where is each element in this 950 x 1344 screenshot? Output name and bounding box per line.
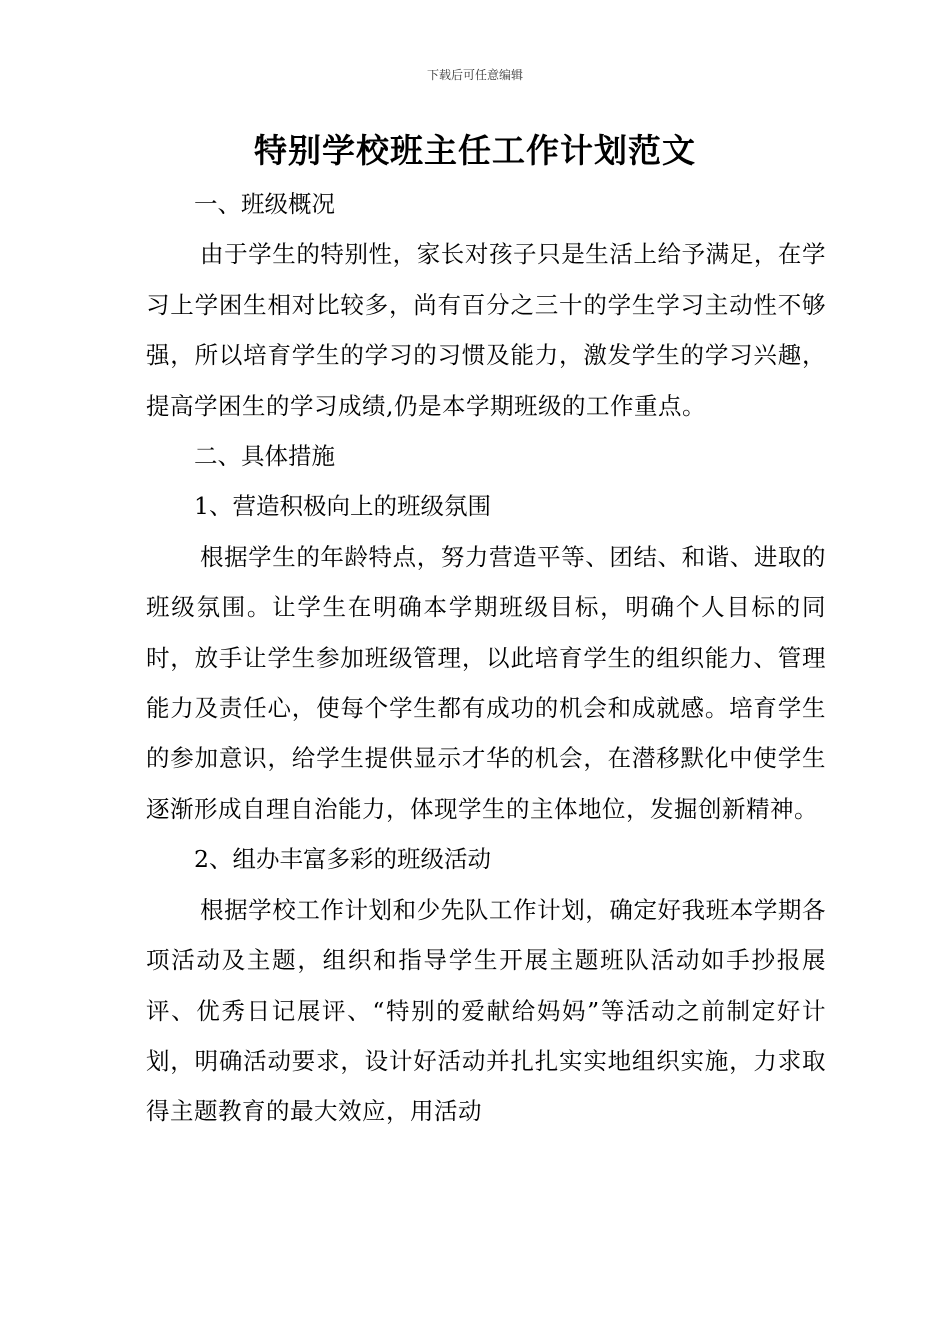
header-note: 下载后可任意编辑 xyxy=(426,68,523,82)
subsection-heading-activities: 2、组办丰富多彩的班级活动 xyxy=(194,845,491,874)
section-heading-class-overview: 一、班级概况 xyxy=(194,190,335,218)
paragraph-atmosphere: 根据学生的年龄特点，努力营造平等、团结、和谐、进取的班级氛围。让学生在明确本学期班级目标，明确个人目标的同时，放手让学生参加班级管理，以此培育学生的组织能力、管理能力及责任心，使每个学生都有成功的机会和成就感。培育学生的参加意识，给学生提供显示才华的机会，在潜移默化中使学生逐渐形成自理自治能力，体现学生的主体地位，发掘创新精神。 xyxy=(146,542,826,823)
document-body xyxy=(146,179,826,1137)
subsection-heading-atmosphere: 1、营造积极向上的班级氛围 xyxy=(194,492,491,521)
paragraph-activities: 根据学校工作计划和少先队工作计划，确定好我班本学期各项活动及主题，组织和指导学生开展主题班队活动如手抄报展评、优秀日记展评、“特别的爱献给妈妈”等活动之前制定好计划，明确活动要求，设计好活动并扎扎实实地组织实施，力求取得主题教育的最大效应，用活动 xyxy=(146,895,826,1126)
paragraph-class-overview: 由于学生的特别性，家长对孩子只是生活上给予满足，在学习上学困生相对比较多，尚有百分之三十的学生学习主动性不够强，所以培育学生的学习的习惯及能力，激发学生的学习兴趣，提高学困生的学习成绩,仍是本学期班级的工作重点。 xyxy=(146,240,826,420)
section-heading-measures: 二、具体措施 xyxy=(194,442,335,471)
document-title: 特别学校班主任工作计划范文 xyxy=(254,131,696,170)
